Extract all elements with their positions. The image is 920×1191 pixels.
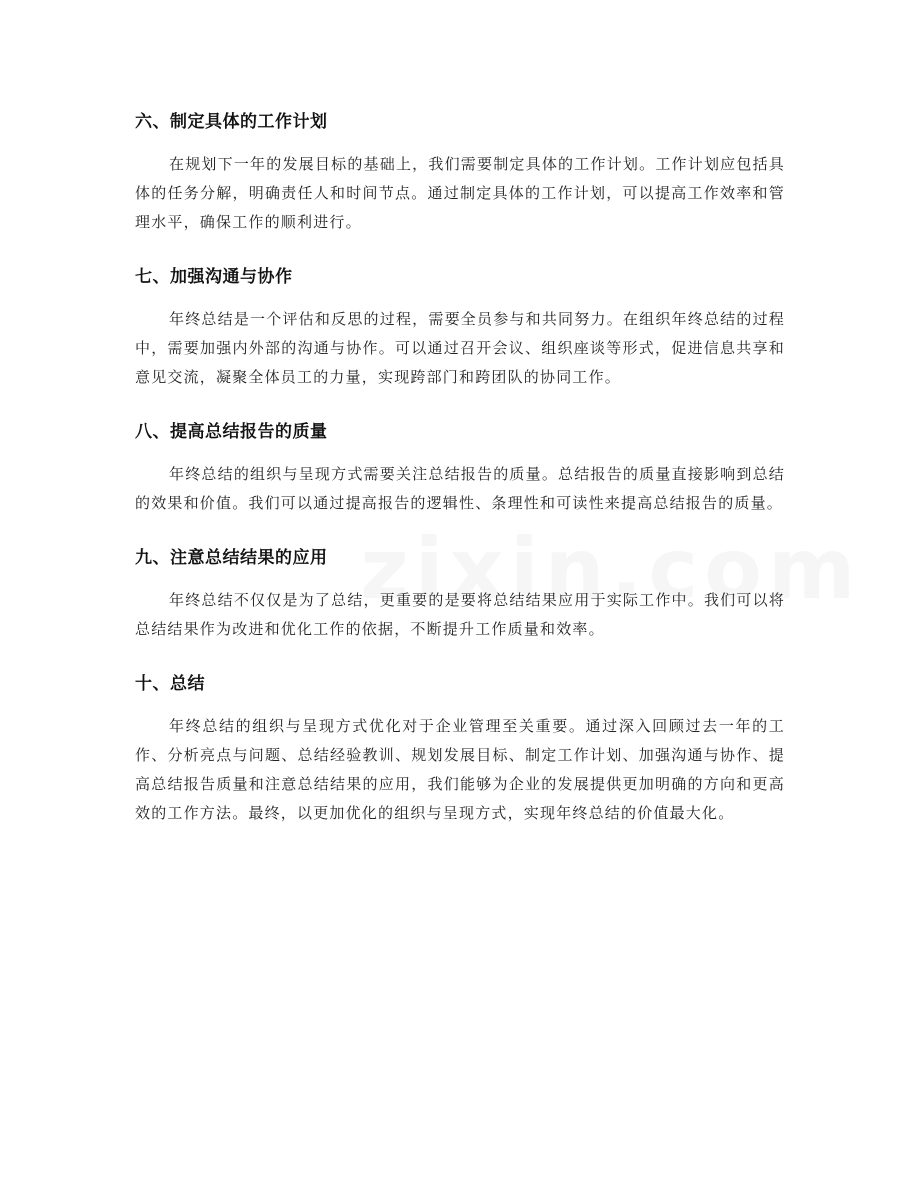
section-paragraph: 年终总结不仅仅是为了总结，更重要的是要将总结结果应用于实际工作中。我们可以将总结结果作为改进和优化工作的依据，不断提升工作质量和效率。 <box>135 591 785 638</box>
section-paragraph: 年终总结的组织与呈现方式需要关注总结报告的质量。总结报告的质量直接影响到总结的效果和价值。我们可以通过提高报告的逻辑性、条理性和可读性来提高总结报告的质量。 <box>135 465 785 512</box>
section-heading: 十、总结 <box>135 674 205 694</box>
section-8 <box>135 414 785 518</box>
section-9 <box>135 540 785 644</box>
section-6 <box>135 104 785 237</box>
section-paragraph: 年终总结的组织与呈现方式优化对于企业管理至关重要。通过深入回顾过去一年的工作、分析亮点与问题、总结经验教训、规划发展目标、制定工作计划、加强沟通与协作、提高总结报告质量和注意总结结果的应用，我们能够为企业的发展提供更加明确的方向和更高效的工作方法。最终，以更加优化的组织与呈现方式，实现年终总结的价值最大化。 <box>135 717 785 822</box>
document-body <box>135 104 785 850</box>
section-heading: 七、加强沟通与协作 <box>135 267 293 287</box>
section-heading: 九、注意总结结果的应用 <box>135 548 328 568</box>
section-heading: 八、提高总结报告的质量 <box>135 422 328 442</box>
section-7 <box>135 259 785 392</box>
section-paragraph: 在规划下一年的发展目标的基础上，我们需要制定具体的工作计划。工作计划应包括具体的任务分解，明确责任人和时间节点。通过制定具体的工作计划，可以提高工作效率和管理水平，确保工作的顺利进行。 <box>135 155 785 231</box>
section-heading: 六、制定具体的工作计划 <box>135 112 328 132</box>
section-10 <box>135 666 785 828</box>
section-paragraph: 年终总结是一个评估和反思的过程，需要全员参与和共同努力。在组织年终总结的过程中，需要加强内外部的沟通与协作。可以通过召开会议、组织座谈等形式，促进信息共享和意见交流，凝聚全体员工的力量，实现跨部门和跨团队的协同工作。 <box>135 310 785 386</box>
